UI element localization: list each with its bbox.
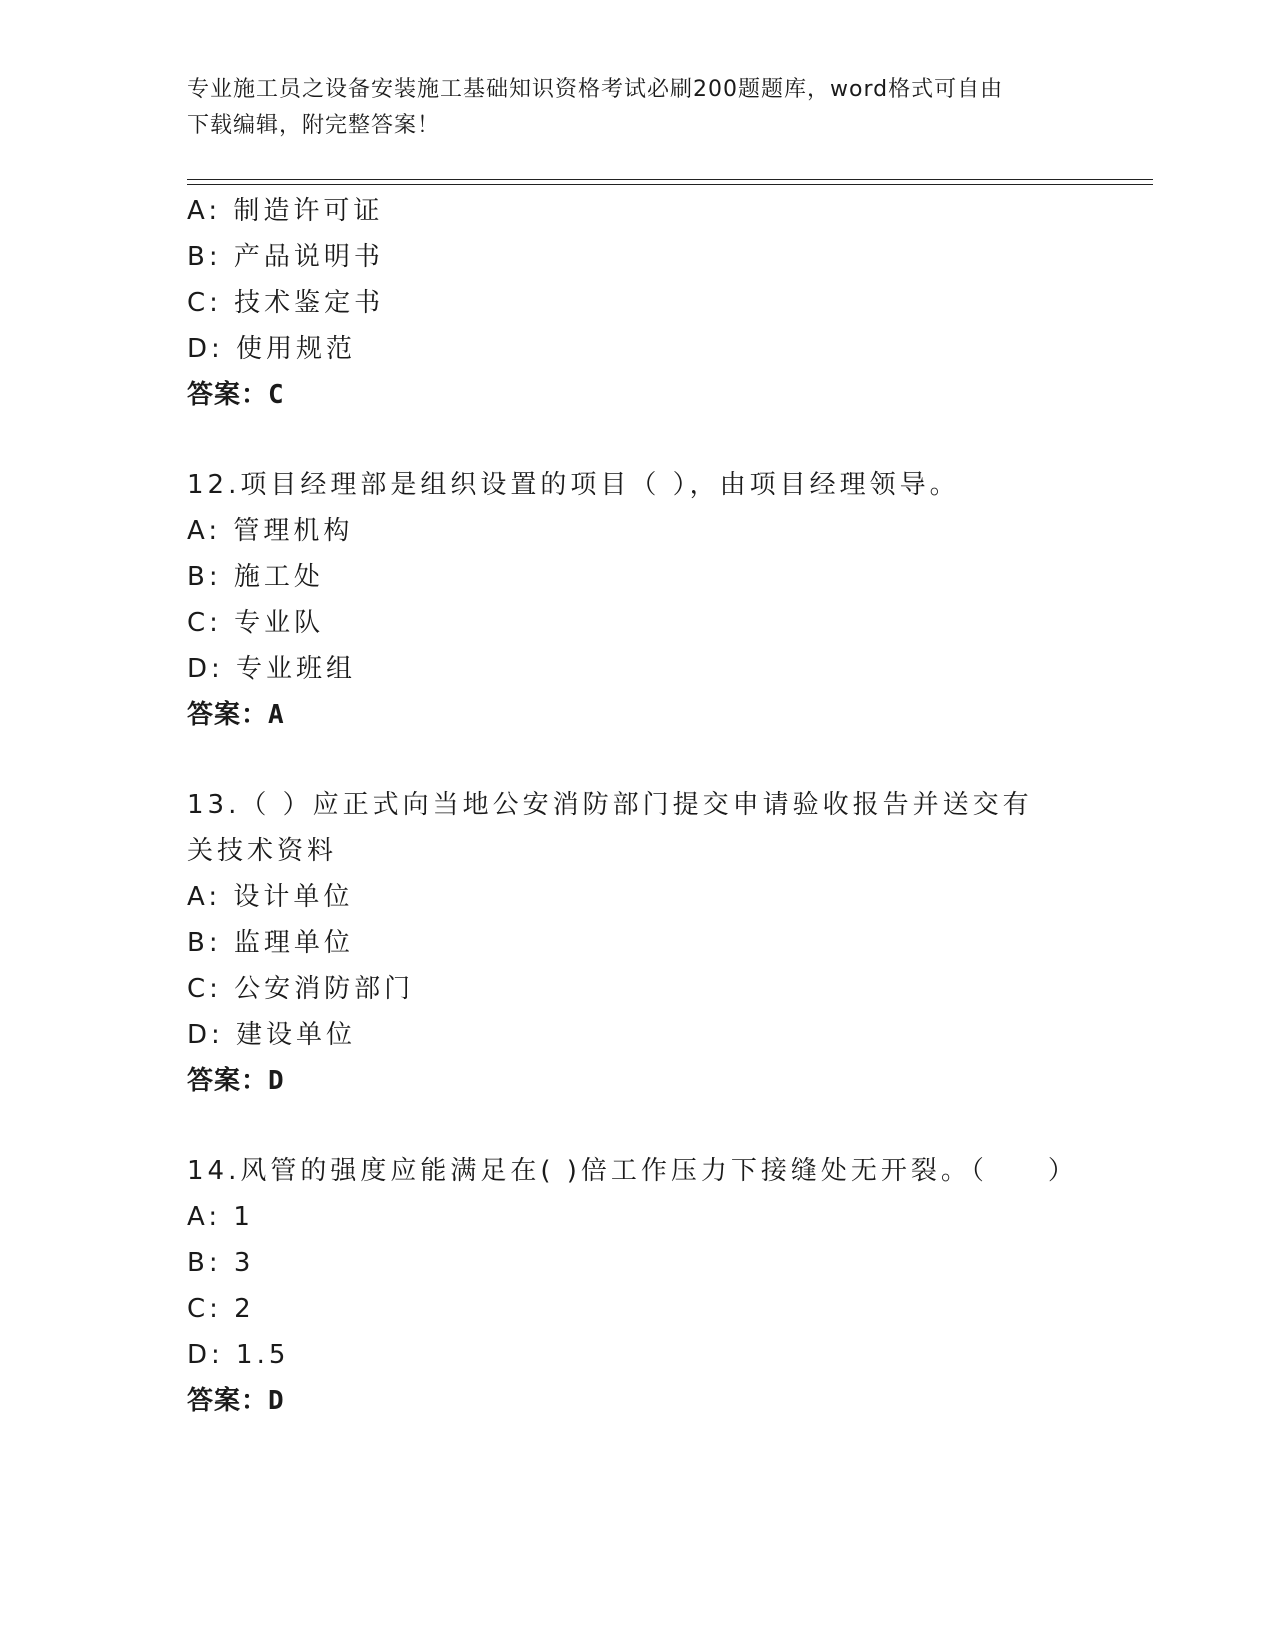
option-c: C: 技术鉴定书	[187, 288, 385, 318]
answer-value: C	[268, 380, 285, 410]
question-spacer	[187, 418, 1087, 462]
option-b: B: 监理单位	[187, 928, 354, 958]
answer-line	[187, 372, 1087, 418]
answer-line	[187, 1378, 1087, 1424]
question-11	[187, 188, 1087, 418]
option-c: C: 公安消防部门	[187, 974, 415, 1004]
header-line-1: 专业施工员之设备安装施工基础知识资格考试必刷200题题库，word格式可自由	[187, 77, 1004, 102]
question-stem: 13.（ ）应正式向当地公安消防部门提交申请验收报告并送交有关技术资料	[187, 790, 1033, 866]
header-divider-top	[187, 179, 1153, 180]
option-a: A: 管理机构	[187, 516, 354, 546]
option-c: C: 专业队	[187, 608, 325, 638]
question-12	[187, 462, 1087, 738]
option-d: D: 使用规范	[187, 334, 357, 364]
answer-label: 答案：	[187, 700, 269, 730]
option-a: A: 设计单位	[187, 882, 354, 912]
option-d: D: 建设单位	[187, 1020, 357, 1050]
option-b: B: 3	[187, 1248, 255, 1278]
answer-label: 答案：	[187, 1066, 269, 1096]
question-14	[187, 1148, 1087, 1424]
question-spacer	[187, 738, 1087, 782]
question-stem: 12.项目经理部是组织设置的项目（ ），由项目经理领导。	[187, 470, 960, 500]
option-d: D: 1.5	[187, 1340, 290, 1370]
question-13	[187, 782, 1087, 1104]
option-a: A: 1	[187, 1202, 254, 1232]
answer-value: A	[268, 700, 285, 730]
question-list	[187, 188, 1087, 1424]
answer-value: D	[268, 1066, 285, 1096]
option-b: B: 施工处	[187, 562, 324, 592]
option-c: C: 2	[187, 1294, 255, 1324]
answer-line	[187, 692, 1087, 738]
document-header	[187, 72, 1087, 144]
answer-line	[187, 1058, 1087, 1104]
header-line-2: 下载编辑，附完整答案！	[187, 113, 441, 138]
answer-value: D	[268, 1386, 285, 1416]
option-b: B: 产品说明书	[187, 242, 384, 272]
question-spacer	[187, 1104, 1087, 1148]
answer-label: 答案：	[187, 1386, 269, 1416]
question-stem: 14.风管的强度应能满足在( )倍工作压力下接缝处无开裂。（ ）	[187, 1156, 1078, 1186]
option-d: D: 专业班组	[187, 654, 357, 684]
header-divider-bottom	[187, 184, 1153, 185]
option-a: A: 制造许可证	[187, 196, 384, 226]
answer-label: 答案：	[187, 380, 269, 410]
